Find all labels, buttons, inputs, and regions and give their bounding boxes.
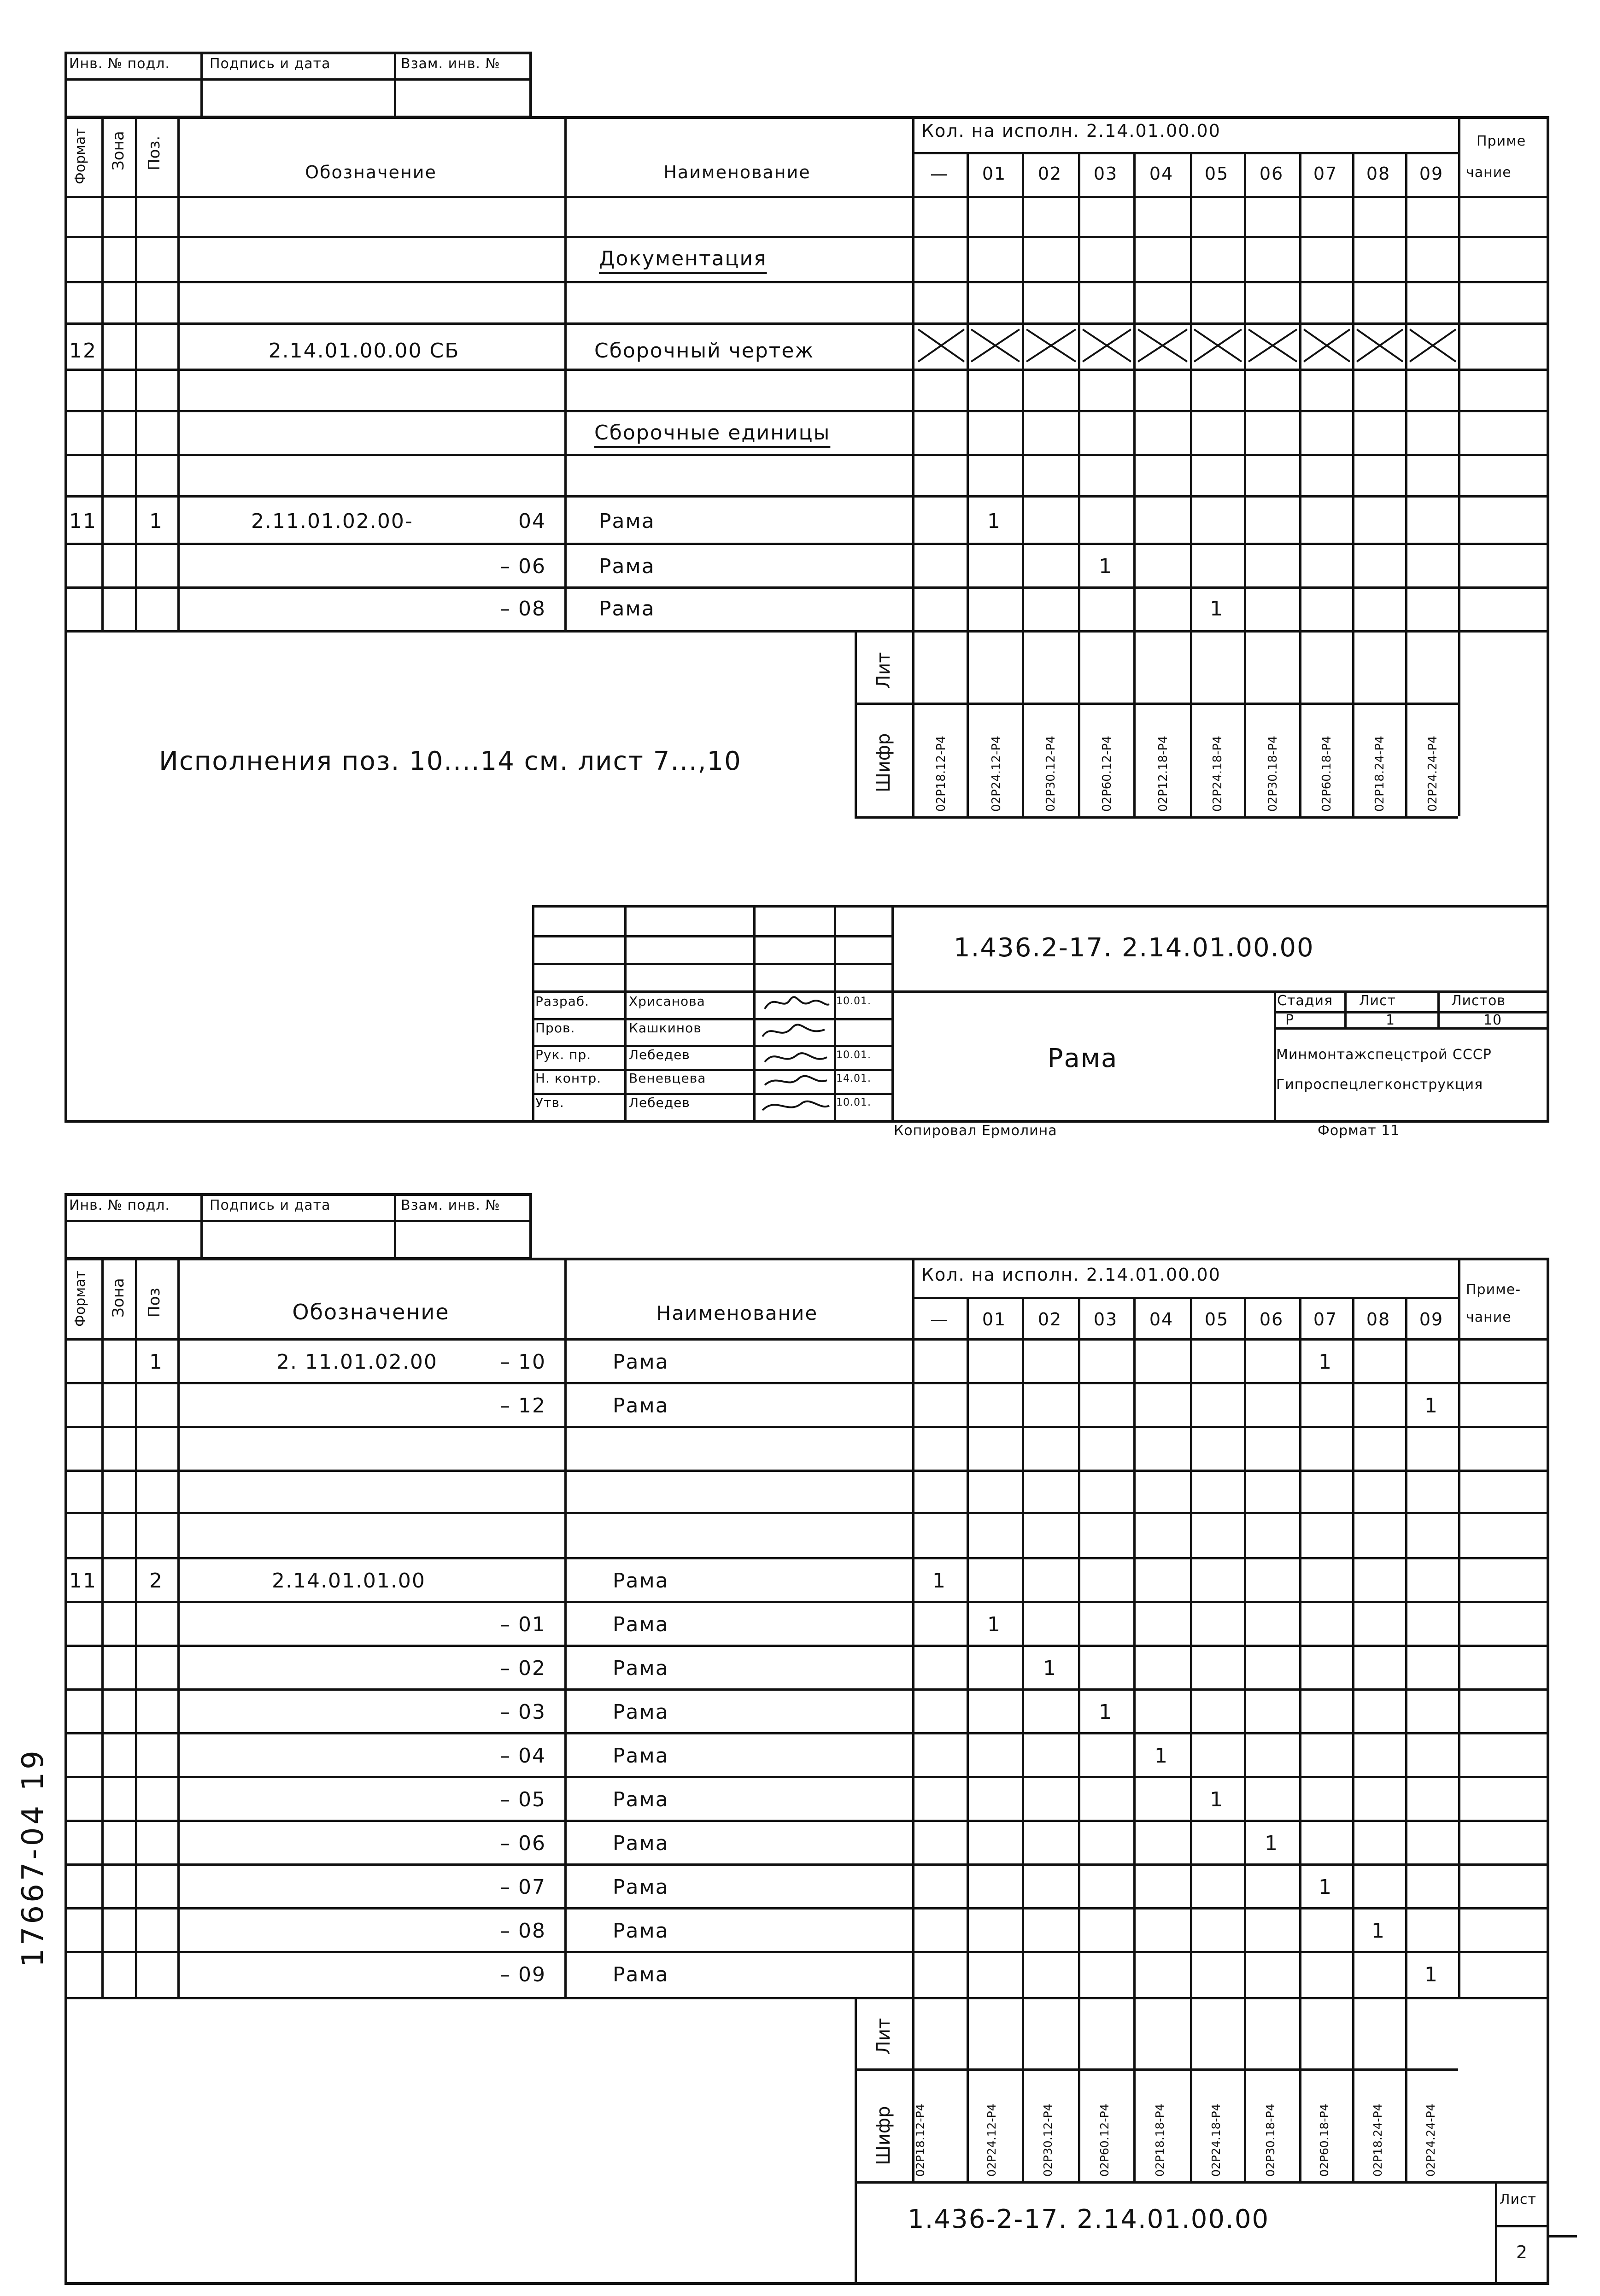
stamp-vzam-inv: Взам. инв. №: [401, 56, 500, 72]
row-suffix: – 05: [500, 1788, 546, 1811]
format-label: Формат 11: [1318, 1123, 1400, 1139]
header-prim-1: Приме: [1477, 133, 1526, 149]
row-name: Рама: [613, 1919, 669, 1943]
header-oboznachenie: Обозначение: [305, 162, 437, 182]
person-name: Лебедев: [629, 1095, 690, 1110]
row-name: Рама: [613, 1788, 669, 1811]
role-label: Н. контр.: [535, 1071, 602, 1086]
header-oboznachenie: Обозначение: [292, 1300, 450, 1324]
shifr-code: 02Р24.12-Р4: [990, 736, 1003, 812]
list-label: Лист: [1500, 2191, 1537, 2208]
col-head: 03: [1093, 164, 1118, 184]
note-ispolneniya: Исполнения поз. 10....14 см. лист 7...,10: [159, 746, 742, 776]
shifr-code: 02Р18.12-Р4: [934, 736, 948, 812]
row-format: 12: [69, 339, 97, 363]
row-qty: 1: [987, 1613, 1001, 1636]
row-name: Рама: [599, 597, 655, 621]
col-head: 07: [1313, 1309, 1338, 1330]
row-name: Рама: [613, 1394, 669, 1417]
person-name: Хрисанова: [629, 994, 705, 1009]
row-code: 2.11.01.02.00-: [251, 510, 413, 533]
header-format: Формат: [72, 128, 88, 184]
header-poz: Поз.: [145, 135, 164, 170]
col-head: 03: [1093, 1309, 1118, 1330]
role-label: Разраб.: [535, 994, 590, 1009]
row-format: 11: [69, 510, 97, 533]
col-head: 09: [1419, 1309, 1444, 1330]
shifr-code: 02Р24.12-Р4: [985, 2103, 998, 2177]
stamp-inv-podl: Инв. № подл.: [69, 56, 170, 72]
header-prim-2: чание: [1466, 1309, 1512, 1325]
row-name: Сборочный чертеж: [594, 339, 815, 363]
row-suffix: – 02: [500, 1657, 546, 1680]
list-label: Лист: [1359, 993, 1396, 1009]
row-qty: 1: [1099, 1700, 1113, 1724]
header-format: Формат: [72, 1271, 88, 1327]
col-head: 09: [1419, 164, 1444, 184]
sign-date: 10.01.: [836, 1097, 871, 1108]
org-2: Гипроспецлегконструкция: [1276, 1077, 1483, 1093]
col-head: 08: [1366, 1309, 1391, 1330]
role-label: Пров.: [535, 1020, 575, 1036]
row-poz: 1: [149, 510, 163, 533]
row-format: 11: [69, 1569, 97, 1593]
kopiroval: Копировал Ермолина: [894, 1123, 1057, 1139]
col-head: 02: [1037, 1309, 1062, 1330]
row-qty: 1: [932, 1569, 946, 1593]
org-1: Минмонтажспецстрой СССР: [1276, 1047, 1492, 1063]
lit-label: Лит: [873, 2018, 894, 2055]
shifr-label: Шифр: [873, 733, 894, 792]
row-suffix: – 10: [500, 1350, 546, 1374]
role-label: Утв.: [535, 1095, 564, 1110]
shifr-code: 02Р18.12-Р4: [914, 2103, 927, 2177]
row-suffix: – 09: [500, 1963, 546, 1986]
header-naimenovanie: Наименование: [663, 162, 811, 182]
row-suffix: – 08: [500, 597, 546, 621]
row-suffix: – 03: [500, 1700, 546, 1724]
shifr-code: 02Р30.18-Р4: [1266, 736, 1280, 812]
signatures: [756, 990, 834, 1123]
row-qty: 1: [1099, 555, 1113, 578]
list-tick: [1549, 2235, 1577, 2237]
header-kol: Кол. на исполн. 2.14.01.00.00: [921, 1265, 1221, 1285]
row-name: Рама: [613, 1569, 669, 1593]
row-qty: 1: [1210, 1788, 1224, 1811]
header-prim-1: Приме-: [1466, 1282, 1521, 1298]
role-label: Рук. пр.: [535, 1047, 592, 1062]
row-qty: 1: [1210, 597, 1224, 621]
row-suffix: – 07: [500, 1875, 546, 1899]
side-archive-number: 17667-04 19: [16, 1748, 50, 1967]
list-value: 2: [1516, 2242, 1529, 2262]
sheet-1-frame: [64, 116, 1549, 1123]
header-kol: Кол. на исполн. 2.14.01.00.00: [921, 121, 1221, 141]
row-poz: 1: [149, 1350, 163, 1374]
row-poz: 2: [149, 1569, 163, 1593]
col-head: 01: [982, 1309, 1007, 1330]
doc-name: Рама: [1047, 1043, 1118, 1073]
stamp-inv-podl: Инв. № подл.: [69, 1197, 170, 1213]
col-head: 04: [1149, 164, 1174, 184]
row-suffix: – 01: [500, 1613, 546, 1636]
col-head: 08: [1366, 164, 1391, 184]
row-name: Рама: [613, 1350, 669, 1374]
row-qty: 1: [1424, 1963, 1438, 1986]
row-suffix: – 12: [500, 1394, 546, 1417]
col-head: —: [930, 1309, 949, 1330]
shifr-code: 02Р24.24-Р4: [1426, 736, 1440, 812]
person-name: Лебедев: [629, 1047, 690, 1062]
sign-date: 10.01.: [836, 996, 871, 1007]
stamp-podpis-data: Подпись и дата: [210, 56, 331, 72]
header-prim-2: чание: [1466, 164, 1512, 181]
row-qty: 1: [987, 510, 1001, 533]
col-head: 02: [1037, 164, 1062, 184]
row-suffix: – 06: [500, 555, 546, 578]
row-code: 2.14.01.01.00: [272, 1569, 426, 1593]
row-code: 2.14.01.00.00 СБ: [268, 339, 460, 363]
row-qty: 1: [1319, 1875, 1332, 1899]
col-head: 07: [1313, 164, 1338, 184]
person-name: Веневцева: [629, 1071, 706, 1086]
lit-label: Лит: [873, 652, 894, 689]
shifr-code: 02Р60.12-Р4: [1100, 736, 1114, 812]
shifr-code: 02Р18.24-Р4: [1373, 736, 1387, 812]
row-name: Рама: [613, 1700, 669, 1724]
col-head: 01: [982, 164, 1007, 184]
row-name: Рама: [613, 1832, 669, 1855]
row-qty: 1: [1043, 1657, 1057, 1680]
row-name: Рама: [613, 1657, 669, 1680]
row-name: Рама: [599, 510, 655, 533]
row-suffix: – 08: [500, 1919, 546, 1943]
row-name: Рама: [599, 555, 655, 578]
section-documentation: Документация: [599, 247, 767, 270]
header-zona: Зона: [109, 1278, 128, 1318]
section-assembly-units: Сборочные единицы: [594, 421, 831, 445]
shifr-code: 02Р60.18-Р4: [1318, 2103, 1331, 2177]
shifr-code: 02Р24.18-Р4: [1209, 2103, 1223, 2177]
col-head: 05: [1204, 1309, 1229, 1330]
stamp-podpis-data: Подпись и дата: [210, 1197, 331, 1213]
row-name: Рама: [613, 1963, 669, 1986]
row-suffix: – 06: [500, 1832, 546, 1855]
person-name: Кашкинов: [629, 1020, 702, 1036]
shifr-code: 02Р30.12-Р4: [1041, 2103, 1055, 2177]
header-naimenovanie: Наименование: [656, 1302, 818, 1324]
sign-date: 10.01.: [836, 1049, 871, 1061]
shifr-code: 02Р30.12-Р4: [1044, 736, 1058, 812]
list-value: 1: [1385, 1012, 1395, 1028]
stadia-value: Р: [1285, 1012, 1295, 1028]
shifr-label: Шифр: [873, 2106, 894, 2165]
shifr-code: 02Р60.12-Р4: [1098, 2103, 1111, 2177]
col-head: —: [930, 164, 949, 184]
shifr-code: 02Р60.18-Р4: [1320, 736, 1334, 812]
row-qty: 1: [1424, 1394, 1438, 1417]
row-qty: 1: [1371, 1919, 1385, 1943]
stadia-label: Стадия: [1277, 993, 1333, 1009]
shifr-code: 02Р30.18-Р4: [1264, 2103, 1277, 2177]
doc-number: 1.436-2-17. 2.14.01.00.00: [908, 2204, 1270, 2234]
stamp-vzam-inv: Взам. инв. №: [401, 1197, 500, 1213]
header-zona: Зона: [109, 131, 128, 170]
col-head: 06: [1259, 1309, 1284, 1330]
row-name: Рама: [613, 1875, 669, 1899]
shifr-code: 02Р24.18-Р4: [1211, 736, 1225, 812]
col-head: 06: [1259, 164, 1284, 184]
shifr-code: 02Р12.18-Р4: [1156, 736, 1170, 812]
row-qty: 1: [1319, 1350, 1332, 1374]
shifr-code: 02Р18.24-Р4: [1371, 2103, 1384, 2177]
col-head: 04: [1149, 1309, 1174, 1330]
listov-label: Листов: [1451, 993, 1506, 1009]
shifr-code: 02Р18.18-Р4: [1153, 2103, 1166, 2177]
row-name: Рама: [613, 1744, 669, 1768]
row-code: 2. 11.01.02.00: [276, 1350, 438, 1374]
header-poz: Поз: [145, 1288, 164, 1318]
row-suffix: – 04: [500, 1744, 546, 1768]
cross-out-marks: [914, 325, 1458, 366]
sign-date: 14.01.: [836, 1073, 871, 1084]
listov-value: 10: [1483, 1012, 1502, 1028]
row-name: Рама: [613, 1613, 669, 1636]
row-qty: 1: [1265, 1832, 1278, 1855]
doc-number: 1.436.2-17. 2.14.01.00.00: [954, 933, 1314, 963]
row-qty: 1: [1155, 1744, 1168, 1768]
col-head: 05: [1204, 164, 1229, 184]
row-suffix: 04: [518, 510, 546, 533]
shifr-code: 02Р24.24-Р4: [1424, 2103, 1437, 2177]
